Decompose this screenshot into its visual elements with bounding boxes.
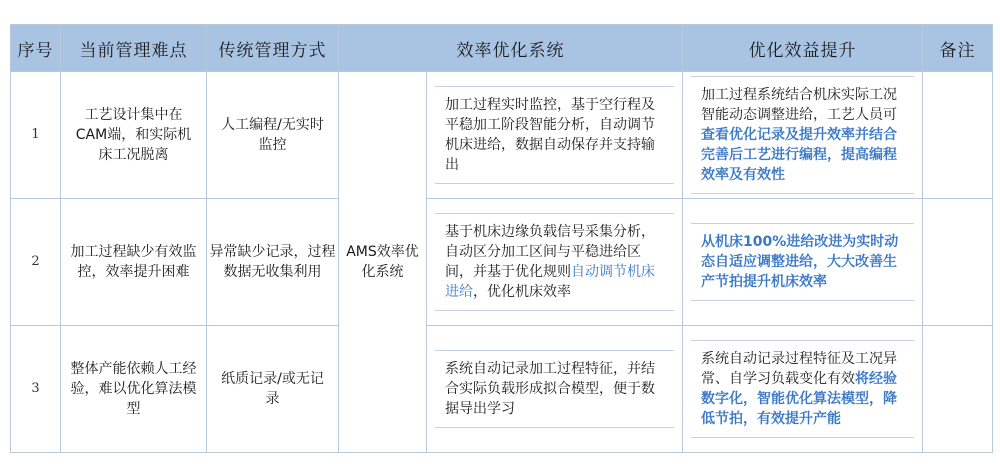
- system-name: AMS效率优化系统: [346, 244, 419, 280]
- row-traditional: [207, 72, 339, 199]
- header-difficulty: 当前管理难点: [61, 25, 207, 72]
- row-benefit: [683, 199, 923, 326]
- difficulty-text: 加工过程缺少有效监控，效率提升困难: [70, 244, 197, 280]
- benefit-box: [691, 340, 914, 438]
- traditional-text: 人工编程/无实时监控: [221, 117, 324, 153]
- row-benefit: [683, 72, 923, 199]
- row-remark: [923, 199, 993, 326]
- header-remark: 备注: [923, 25, 993, 72]
- difficulty-text: 工艺设计集中在CAM端，和实际机床工况脱离: [75, 107, 192, 163]
- system-desc-link: 自动调节机床进给: [445, 264, 655, 300]
- table-row: [11, 326, 993, 453]
- row-traditional: [207, 199, 339, 326]
- row-system-desc: [427, 72, 683, 199]
- system-desc-text: 基于机床边缘负载信号采集分析，自动区分加工区间与平稳进给区间，并基于优化规则: [445, 224, 655, 280]
- header-system: 效率优化系统: [339, 25, 683, 72]
- row-system-desc: [427, 326, 683, 453]
- system-desc-box: [435, 350, 674, 428]
- traditional-text: 纸质记录/或无记录: [221, 371, 324, 407]
- system-desc-text: 系统自动记录加工过程特征，并结合实际负载形成拟合模型，便于数据导出学习: [445, 361, 655, 417]
- benefit-text: 加工过程系统结合机床实际工况智能动态调整进给，工艺人员可: [701, 87, 897, 123]
- row-seq: 1: [11, 72, 61, 199]
- benefit-box: [691, 76, 914, 194]
- row-system-desc: [427, 199, 683, 326]
- row-traditional: [207, 326, 339, 453]
- header-seq: 序号: [11, 25, 61, 72]
- benefit-highlight: 查看优化记录及提升效率并结合完善后工艺进行编程，提高编程效率及有效性: [701, 127, 897, 183]
- row-seq: 3: [11, 326, 61, 453]
- header-traditional: 传统管理方式: [207, 25, 339, 72]
- system-desc-box: [435, 213, 674, 311]
- table-row: [11, 199, 993, 326]
- table-row: [11, 72, 993, 199]
- system-desc-tail: ，优化机床效率: [473, 284, 571, 300]
- system-desc-text: 加工过程实时监控，基于空行程及平稳加工阶段智能分析，自动调节机床进给，数据自动保存并支持输出: [445, 97, 655, 173]
- row-difficulty: [61, 199, 207, 326]
- system-desc-box: [435, 86, 674, 184]
- traditional-text: 异常缺少记录，过程数据无收集利用: [209, 244, 336, 280]
- row-difficulty: [61, 72, 207, 199]
- system-name-cell: [339, 72, 427, 453]
- benefit-box: [691, 223, 914, 301]
- row-benefit: [683, 326, 923, 453]
- row-remark: [923, 326, 993, 453]
- benefit-highlight: 从机床100%进给改进为实时动态自适应调整进给，大大改善生产节拍提升机床效率: [701, 234, 899, 290]
- row-seq: 2: [11, 199, 61, 326]
- row-difficulty: [61, 326, 207, 453]
- header-row: [11, 25, 993, 72]
- benefit-text: 系统自动记录过程特征及工况异常、自学习负载变化有效: [701, 351, 897, 387]
- header-benefit: 优化效益提升: [683, 25, 923, 72]
- benefit-highlight: 将经验数字化，智能优化算法模型，降低节拍，有效提升产能: [701, 371, 897, 427]
- row-remark: [923, 72, 993, 199]
- comparison-table-wrapper: [10, 24, 992, 453]
- comparison-table: [10, 24, 993, 453]
- difficulty-text: 整体产能依赖人工经验，难以优化算法模型: [70, 361, 197, 417]
